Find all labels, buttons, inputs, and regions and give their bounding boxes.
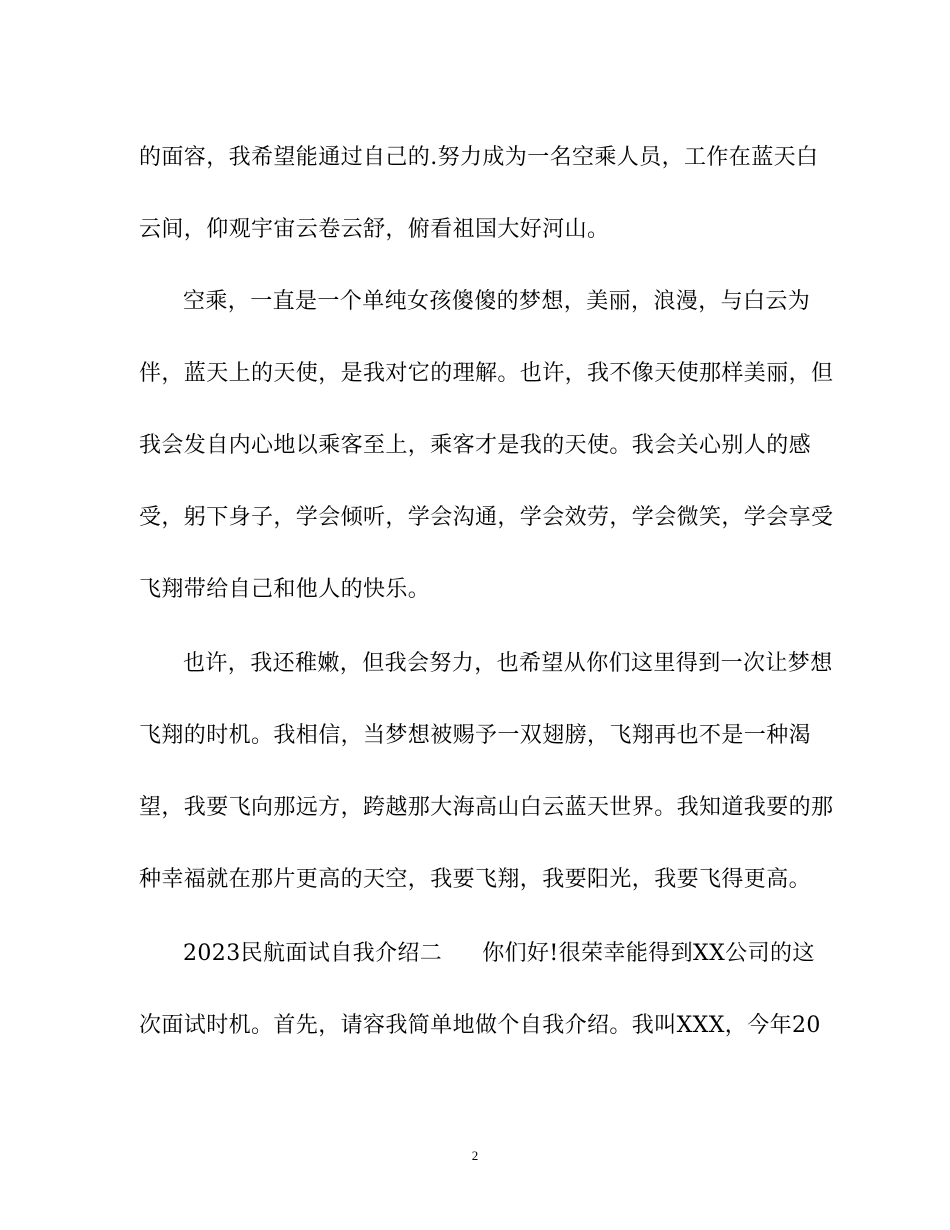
page-number: 2 — [471, 1148, 479, 1163]
text-line: 种幸福就在那片更高的天空，我要飞翔，我要阳光，我要飞得更高。 — [139, 867, 812, 892]
text-line: 受，躬下身子，学会倾听，学会沟通，学会效劳，学会微笑，学会享受 — [139, 505, 834, 530]
section-intro-text: 你们好!很荣幸能得到XX公司的这 — [482, 941, 815, 966]
text-line: 的面容，我希望能通过自己的.努力成为一名空乘人员，工作在蓝天白 — [139, 145, 819, 170]
text-line: 飞翔带给自己和他人的快乐。 — [139, 577, 431, 602]
text-line: 望，我要飞向那远方，跨越那大海高山白云蓝天世界。我知道我要的那 — [139, 795, 834, 820]
text-line: 伴，蓝天上的天使，是我对它的理解。也许，我不像天使那样美丽，但 — [139, 361, 834, 386]
text-line: 飞翔的时机。我相信，当梦想被赐予一双翅膀，飞翔再也不是一种渴 — [139, 723, 812, 748]
paragraph-start-line: 空乘，一直是一个单纯女孩傻傻的梦想，美丽，浪漫，与白云为 — [183, 289, 811, 314]
paragraph-start-line: 也许，我还稚嫩，但我会努力，也希望从你们这里得到一次让梦想 — [183, 651, 833, 676]
text-line: 我会发自内心地以乘客至上，乘客才是我的天使。我会关心别人的感 — [139, 433, 812, 458]
text-line: 次面试时机。首先，请容我简单地做个自我介绍。我叫XXX，今年20 — [139, 1013, 821, 1038]
text-line: 云间，仰观宇宙云卷云舒，俯看祖国大好河山。 — [139, 217, 610, 242]
section-heading: 2023民航面试自我介绍二 — [183, 941, 443, 966]
section-heading-line — [183, 939, 863, 969]
